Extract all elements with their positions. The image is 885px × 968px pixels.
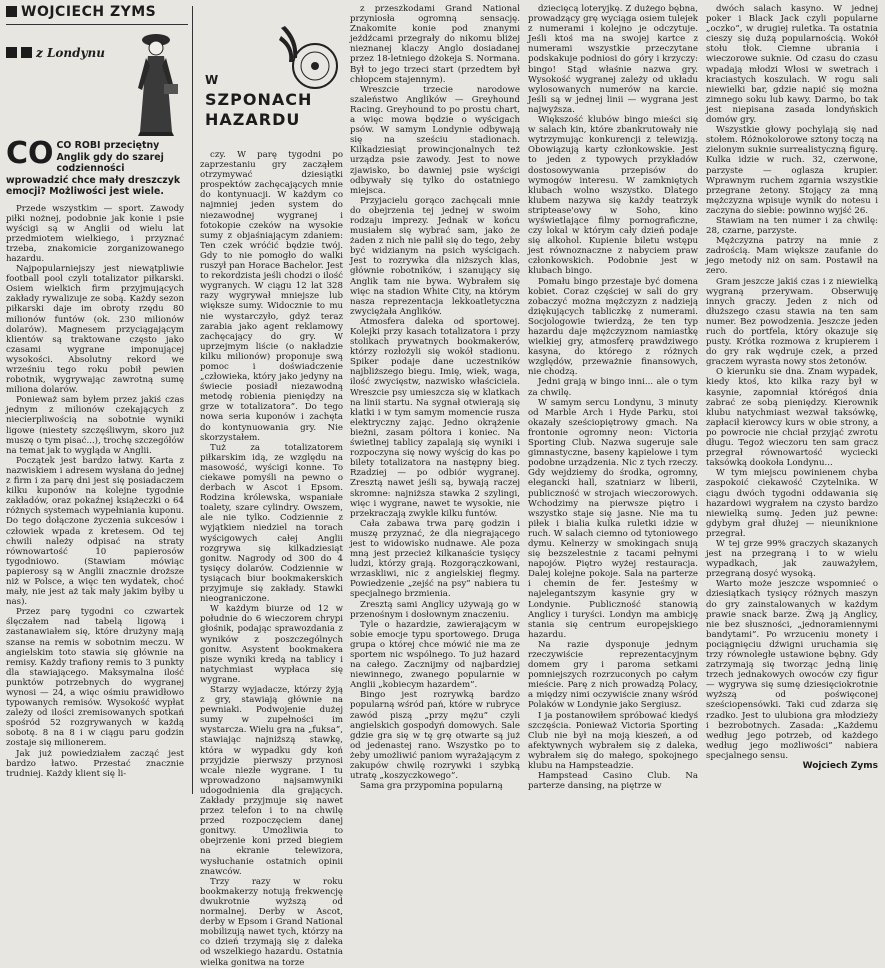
paragraph: czy. W parę tygodni po zaprzestaniu gry zacząłem otrzymywać dziesiątki prospektów zachęcających mnie do kontynuacji. W każdym co najmniej jeden system do niezawodnej wygranej i fotokopie czeków na wysokie sumy z objaśniającym zdaniem: Ten czek wróćić będzie twój. Gdy to nie pomogło do walki ruszył pan Horace Bachelor. Jest to rekordzista jeśli chodzi o ilość wygranych. W ciągu 12 lat 328 razy wygrywał mniejsze lub większe sumy. Widocznie to mu nie wystarczyło, gdyż teraz zarabia jako agent reklamowy zachęcający do gry. W uprzejmym liście (o nakładzie kilku milionów) proponuje swą pomoc i doświadczenie „człowieka, który jako jedyny na świecie posiadł niezawodną metodę robienia pieniędzy na grze w totalizatora”. Do tego nowa seria kuponów i zachęta do kontynuowania gry. Nie skorzystałem. bbox=[200, 150, 343, 443]
paragraph: Pomału bingo przestaje być domena kobiet. Coraz częściej w sali do gry zobaczyć można mężczyzn z nadzieją dziękujących tabliczkę z numerami. Socjologowie twierdzą, że ten typ hazardu daje mężczyznom namiastkę wielkiej gry, atmosferę prawdziwego kasyna, do którego z różnych względów, przeważnie finansowych, nie chodzą. bbox=[528, 276, 698, 378]
column-1-body bbox=[6, 204, 184, 779]
paragraph: Hampstead Casino Club. Na parterze dansing, na piętrze w bbox=[528, 771, 698, 792]
paragraph: Jedni grają w bingo inni... ale o tym za chwilę. bbox=[528, 377, 698, 398]
paragraph: Przede wszystkim — sport. Zawody piłki nożnej, podobnie jak konie i psie wyścigi są w Anglii od wielu lat przedmiotem wielkiego, i przyznać trzeba, znakomicie zorganizowanego hazardu. bbox=[6, 203, 184, 264]
square-bullet-icon bbox=[6, 6, 17, 17]
paragraph: Cała zabawa trwa parę godzin i muszę przyznać, że dla niegrającego jest to widowisko nudnawe. Ale poza mną jest przecież kilkanaście tysięcy ludzi, którzy grają. Rozgorączkowani, wrzaskliwi, nic z angielskiej flegmy. Powiedzenie „zejść na psy” nabiera tu specjalnego brzmienia. bbox=[350, 518, 520, 600]
paragraph: W każdym biurze od 12 w południe do 6 wieczorem chrypi głośnik, podając sprawozdania z wyników z poszczególnych gonitw. Asystent bookmakera pisze wyniki kredą na tablicy i natychmiast wypłaca się wygrane. bbox=[200, 604, 343, 685]
paragraph: dziecięcą loteryjkę. Z dużego bębna, prowadzący grę wyciąga osiem tulejek z numerami i kolejno je odczytuje. Jeśli ktoś ma na swojej kartce z numerami wszystkie przeczytane podskakuje podniosi do góry i krzyczy: bingo! Stąd właśnie nazwa gry. Wysokość wygranej zależy od układu wylosowanych numerów na karcie. Jeśli są w jednej linii — wygrana jest najwyższa. bbox=[528, 4, 698, 115]
lead-paragraph bbox=[6, 136, 184, 198]
paragraph: Tyle o hazardzie, zawierającym w sobie emocje typu sportowego. Druga grupa o której chce mówić nie ma ze sportem nic wspólnego. To już hazard na całego. Zacznijmy od najbardziej niewinnego, zwanego popularnie w Anglii „kobiecym hazardem”. bbox=[350, 619, 520, 691]
paragraph: I ja postanowiłem spróbować kiedyś szczęścia. Ponieważ Victoria Sporting Club nie był na moją kieszeń, a od afektywnych wybrałem się z daleka, wybrałem się do małego, spokojnego klubu na Hampsteadzie. bbox=[528, 710, 698, 772]
column-1 bbox=[6, 136, 184, 800]
paragraph: Zresztą sami Anglicy używają go w przenośnym i dosłownym znaczeniu. bbox=[350, 599, 520, 620]
paragraph: Gram jeszcze jakiś czas i z niewielką wygraną przerywam. Obserwuję innych graczy. Jeden z nich od dłuższego czasu stawia na ten sam numer. Bez powodzenia. Jeszcze jeden ruch do portfela, który okazuje się pusty. Krótka rozmowa z krupierem i do gry rak wędruje czek, a przed graczem wyrasta nowy stos żetonów. bbox=[706, 276, 878, 368]
location-label: z Londynu bbox=[36, 46, 105, 60]
headline-line-2: SZPONACH bbox=[205, 90, 313, 109]
headline bbox=[205, 70, 335, 130]
paragraph: Wreszcie trzecie narodowe szaleństwo Anglików — Greyhound Racing. Greyhound to po prostu chart, a więc mowa będzie o wyścigach psów. W samym Londynie odbywają się na sześciu stadionach. Kilkadziesiąt prowincjonalnych też urządza psie zawody. Jest to nowe zjawisko, bo dawniej psie wyścigi odbywały się tylko do ostatniego miejsca. bbox=[350, 84, 520, 196]
paragraph: Atmosfera daleka od sportowej. Kolejki przy kasach totalizatora i przy stolikach prywatnych bookmakerów, którzy rozłożyli się wokół stadionu. Spiker podaje dane uczestników najbliższego biegu. Imię, wiek, waga, ilość zwycięstw, nazwisko właściciela. Wreszcie psy umieszcza się w klatkach na linii startu. Na sygnał otwierają się klatki i w tym samym momencie rusza elektryczny zając. Jedno okrążenie bieżni, zasam póltora i koniec. Na świetlnej tablicy zapalają się wyniki i rozpoczyna się nowy wyścig do kas po bilety totalizatora na następny bieg. Rzadziej — po odbiór wygranej. Zresztą nawet jeśli są, bywają raczej skromne: najniższa stawka 2 szylingi, więc i wygrane, nawet te wysokie, nie przekraczają zwykle kilku funtów. bbox=[350, 316, 520, 519]
paragraph: Początek jest bardzo łatwy. Karta z nazwiskiem i adresem wysłana do jednej z firm i za parę dni jest się posiadaczem kilku kuponów na kolejne tygodnie zakładów, oraz pokaźnej książeczki o 64 różnych systemach wypełniania kuponu. Do tego dołączone życzenia sukcesów i człowiek wpada z kretesem. Od tej chwili należy odpisać na straty równowartość 10 papierosów tygodniowo. (Stawiam mówiąc papierosy są w Anglii znacznie droższe niż w Polsce, a więc ten wydatek, choć mały, nie jest aż tak mały jakim byłby u nas). bbox=[6, 455, 184, 608]
byline: Wojciech Zyms bbox=[802, 761, 878, 772]
paragraph: W samym sercu Londynu, 3 minuty od Marble Arch i Hyde Parku, stoi okazały sześciopiętrowy gmach. Na frontonie ogromny neon: Victoria Sporting Club. Nazwa sugeruje sale gimnastyczne, baseny kąpielowe i tym podobne urządzenia. Nic z tych rzeczy. Gdy wejdziemy do środka, ogromny, elegancki hall, szatniarz w liberii, publiczność w strojach wieczorowych. Wchodzimy na pierwsze piętro i wszystko staje się jasne. Nie ma tu piłek i bialia kulka ruletki idzie w ruch. W salach ciemno od tytoniowego dymu. Kelnerzy w smokingach snują się bezszelestnie z tacami pełnymi napojów. Piętro wyżej restauracja. Dalej kolejne pokoje. Sala na parterze i chemin de fer. Jesteśmy w najelegantszym kasynie gry w Londynie. Publiczność stanowią Anglicy i turyści. Londyn ma ambicję stania się centrum europejskiego hazardu. bbox=[528, 397, 698, 640]
headline-line-1: W bbox=[205, 73, 220, 87]
column-2 bbox=[200, 150, 343, 968]
drop-cap: CO bbox=[6, 136, 54, 171]
paragraph: Bingo jest rozrywką bardzo popularną wśród pań, które w rubryce zawód piszą „przy mężu” czyli angielskich gospodyń domowych. Sale gdzie gra się w tę grę otwarte są już od jedenastej rano. Wszystko po to żeby umożliwić paniom wyrażającym z zakupów chwilę rozrywki i szybką utratę „koszyczkowego”. bbox=[350, 690, 520, 782]
paragraph: Wszystkie głowy pochylają się nad stołem. Różnokolorowe sztony toczą na zielonym suknie surrealistyczną figurę. Kulka idzie w ruch. 32, czerwone, parzyste — oglasza krupier. Wprawnym ruchem zgarnia wszystkie przegrane żetony. Stojący za mną mężczyzna wpisuje wynik do notesu i zaczyna do siebie: powinno wyjść 26. bbox=[706, 125, 878, 216]
square-bullet-icon bbox=[6, 47, 17, 58]
paragraph: Na razie dysponuje jednym rzeczywiście reprezentacyjnym domem gry i paroma setkami pomniejszych rozrzuconych po całym mieście. Parę z nich prowadzą Polacy, a między nimi oczywiście znany wśród Polaków w Londynie jako Sergiusz. bbox=[528, 639, 698, 711]
column-3 bbox=[350, 4, 520, 800]
paragraph: W tej grze 99% graczych skazanych jest na przegraną i to w wielu wypadkach, jak zauważyłem, przegraną dosyć wysoką. bbox=[706, 538, 878, 580]
author-header bbox=[6, 4, 186, 22]
column-5 bbox=[706, 4, 878, 800]
paragraph: Ponieważ sam byłem przez jakiś czas jednym z milionów czekających z niecierpliwością na sobotnie wyniki ligowe (niestety szczęśliwym, skoro już muszę o tym pisać...), trochę szczegółów na temat jak to wygląda w Anglii. bbox=[6, 395, 184, 456]
paragraph: Jak już powiedziałem zacząć jest bardzo łatwo. Przestać znacznie trudniej. Każdy klient się li- bbox=[6, 748, 184, 779]
paragraph: Tuż za totalizatorem piłkarskim idą, ze względu na masowość, wyścigi konne. To ciekawe pomyśli na pewno o derbach w Ascot i Epsom. Rodzina królewska, wspaniałe toalety, szare cylindry. Owszem, ale nie tylko. Codziennie z wyjątkiem niedziel na torach wyścigowych całej Anglii rozgrywa się kilkadziesiąt gonitw. Nagrody od 300 do 4 tysięcy dolarów. Codziennie w tysiącach biur bookmakerskich przyjmuje się zakłady. Stawki nieograniczone. bbox=[200, 442, 343, 605]
paragraph: Stawiam na ten numer i za chwilę: 28, czarne, parzyste. bbox=[706, 215, 878, 237]
paragraph: z przeszkodami Grand National przyniosła ogromną sensację. Znakomite konie pod znanymi jeźdźcami przegrały do nikomu bliżej nieznanej klaczy Anglo dosiadanej przez 18-letniego dżokeja S. Normana. Był to jego trzeci start (przedtem był chłopcem stajennym). bbox=[350, 4, 520, 85]
paragraph: Warto może jeszcze wspomnieć o dziesiątkach tysięcy różnych maszyn do gry zainstalowanych w każdym prawie snack barze. Żwą ją Anglicy, nie bez słuszności, „jednoramiennymi bandytami”. Po wrzuceniu monety i pociągnięciu dźwigni uruchamia się trzy równoległe ustawione bębny. Gdy zatrzymają się tworząc jedną linię trzech jednakowych owoców czy figur — wygrywa się sumę dziesięciokrotnie wyższą od poświęconej sześciopensówki. Taki cud zdarza się rzadko. Jest to ulubiona gra młodzieży i bezrobotnych. Zasada: „Każdemu według jego potrzeb, od każdego według jego możliwości” nabiera specjalnego sensu. bbox=[706, 579, 878, 761]
paragraph: Starzy wyjadacze, którzy żyją z gry, stawiają głównie na pewniaki. Podwojenie dużej sumy w zupełności im wystarcza. Wielu gra na „fuksa”, stawiając najniższą stawkę, która w wypadku gdy koń przyjdzie pierwszy przynosi wcale niezłe wygrane. I tu wprowadzono najsamwyniki udogodnienia dla grających. Zakłady przyjmuje się nawet przez telefon i to na chwilę przed rozpoczęciem danej gonitwy. Umożliwia to obejrzenie koni przed biegiem na ekranie telewizora, wysłuchanie ostatnich opinii znawców. bbox=[200, 684, 343, 877]
paragraph: Sama gra przypomina popularną bbox=[360, 781, 503, 792]
square-bullet-icon bbox=[21, 47, 32, 58]
paragraph: Większość klubów bingo mieści się w salach kin, które zbankrutowały nie wytrzymując konkurencji z telewizją. Obowiązują karty członkowskie. Jest to jeden z typowych przykładów dostosowywania przepisów do wymogów interesu. W zamkniętych klubach wolno wszystko. Dlatego klubem nazywa się każdy teatrzyk striptease'owy w Soho, kino wyświetlające filmy pornograficzne, czy lokal w którym cały dzień podaje się alkohol. Kupienie biletu wstępu jest równoznaczne z nabyciem praw członkowskich. Podobnie jest w klubach bingo. bbox=[528, 115, 698, 277]
paragraph: O kierunku sie dna. Znam wypadek, kiedy ktoś, kto kilka razy był w kasynie, zapomniał którégoś dnia zabrać ze sobą pieniędzy. Kierownik klubu natychmiast wezwał taksówkę, zapłacił kierowcy kurs w obie strony, a po powrocie nie chciał przyjąć zwrotu długu. Tegoż wieczoru ten sam gracz przegrał równowartość wyciecki taksówką dookoła Londynu... bbox=[706, 367, 878, 469]
headline-line-3: HAZARDU bbox=[205, 110, 301, 129]
paragraph: Mężczyzna patrzy na mnie z zadrością. Mam większe zaufanie do jego metody niż on sam. Postawił na zero. bbox=[706, 236, 878, 277]
column-4 bbox=[528, 4, 698, 800]
paragraph: Przez parę tygodni co czwartek ślęczałem nad tabelą ligową i zastanawiałem się, które drużyny mają szanse na remis w sobotnim meczu. W angielskim toto stawia się głównie na remisy. Każdy trafiony remis to 3 punkty dla stawiającego. Maksymalna ilość punktów potrzebnych do wygranej wynosi — 24, a więc ośmiu prawidłowo typowanych remisów. Wysokość wypłat zależy od ilości zremisowanych spotkań spośród 52 rozgrywanych w każdą sobotę. 8 na 8 i w ciągu paru godzin zostaje się milionerem. bbox=[6, 607, 184, 749]
column-divider bbox=[192, 6, 193, 794]
header-rule bbox=[6, 24, 188, 25]
author-name: WOJCIECH ZYMS bbox=[21, 4, 157, 20]
lead-text: CO ROBI przeciętny Anglik gdy do szarej codzienności wprowadzić chce mały dreszczyk emocji? Możliwości jest wiele. bbox=[6, 140, 181, 197]
paragraph: dwóch salach kasyno. W jednej poker i Black Jack czyli popularne „oczko”, w drugiej ruletka. Ta ostatnia cieszy się dużą popularnością. Wokół stołu tłok. Ciemne ubrania i wieczorowe suknie. Od czasu do czasu wpadają młodzi Włosi w swetrach i kraciastych koszulach. W rogu sali niewielki bar, gdzie napić się można zimnego soku lub kawy. Darmo, bo tak jest niepisana zasada londyńskich domów gry. bbox=[706, 4, 878, 126]
woman-illustration bbox=[128, 28, 186, 138]
location-line bbox=[6, 46, 105, 60]
paragraph: Najpopularniejszy jest niewątpliwie football pool czyli totalizator piłkarski. Osiem wielkich firm przyjmujących zakłady rywalizuje ze sobą. Każdy sezon piłkarski daje im obroty rzędu 80 milionów funtów (ok. 230 milionów dolarów). Magnesem przyciągającym klientów są traktowane często jako czasami wygrane imponującej wysokości. Absolutny rekord we wrześniu tego roku pobił pewien robotnik, wygrywając zawrotną sumę miliona dolarów. bbox=[6, 264, 184, 396]
paragraph: Trzy razy w roku bookmakerzy notują frekwencję dwukrotnie wyższą od normalnej. Derby w Ascot, derby w Epsom i Grand National mobilizują nawet tych, którzy na co dzień trzymają się z daleka od wszelkiego hazardu. Ostatnia wielka gonitwa na torze bbox=[200, 876, 343, 968]
paragraph: W tym miejscu powinienem chyba zaspokoić ciekawość Czytelnika. W ciągu dwóch tygodni oddawania się hazardowi wygrałem na czysto bardzo niewielką sumę. Jeden już pewne: gdybym grał dłużej — nieuniknione przegrał. bbox=[706, 468, 878, 539]
paragraph: Przyjacielu gorąco zachęcali mnie do obejrzenia tej jednej w swoim rodzaju imprezy. Jednak w końcu musiałem się wybrać sam, jako że żaden z nich nie palił się do tego, żeby być widzianym na psich wyścigach. Jest to rozrywka dla niższych klas, głównie robotników, i szanujący się Anglik tam nie bywa. Wybrałem się więc na stadion White City, na którym nasza reprezentacja lekkoatletyczna zwyciężała Anglików. bbox=[350, 195, 520, 317]
